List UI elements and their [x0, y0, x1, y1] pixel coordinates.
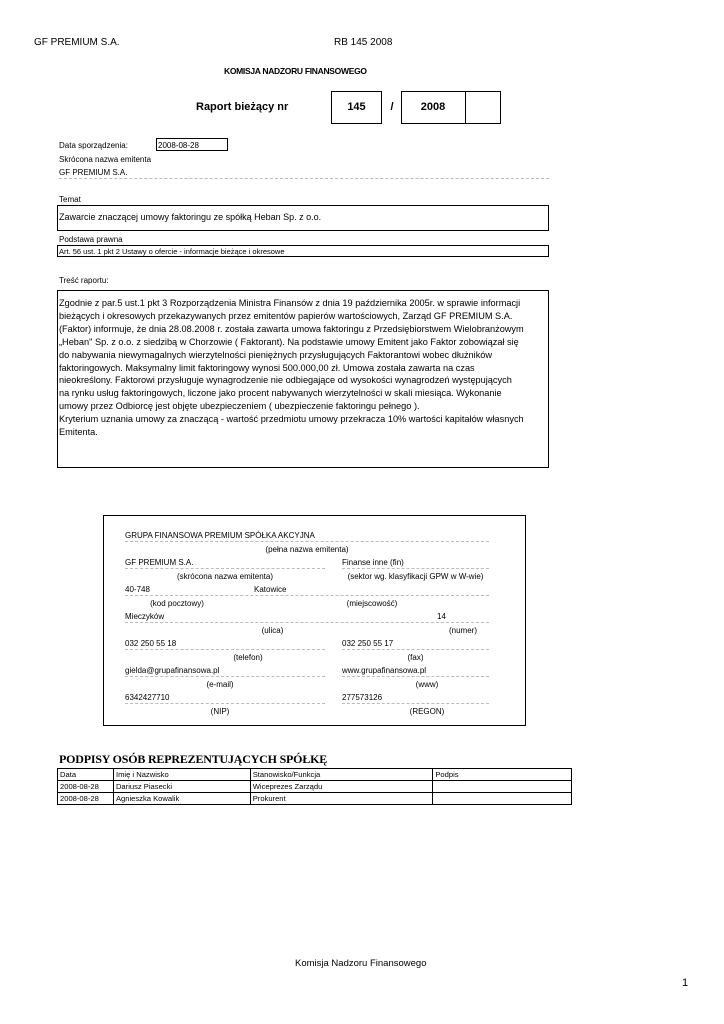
- column-header: Imię i Nazwisko: [113, 769, 250, 781]
- report-number: 145: [347, 101, 366, 113]
- issuer-phone: 032 250 55 18: [125, 639, 177, 648]
- issuer-street-caption: (ulica): [261, 626, 284, 635]
- issuer-regon: 277573126: [342, 693, 383, 702]
- header-report-ref: RB 145 2008: [334, 37, 393, 48]
- issuer-fax-caption: (fax): [407, 653, 424, 662]
- legal-basis-value: Art. 56 ust. 1 pkt 2 Ustawy o ofercie - informacje bieżące i okresowe: [59, 247, 285, 256]
- signature-date: 2008-08-28: [58, 793, 114, 805]
- issuer-line: [342, 703, 489, 704]
- issuer-sector-caption: (sektor wg. klasyfikacji GPW w W-wie): [347, 572, 484, 581]
- table-row: [58, 781, 572, 793]
- footer-text: Komisja Nadzoru Finansowego: [295, 958, 427, 969]
- issuer-email-caption: (e-mail): [206, 680, 234, 689]
- table-header-row: [58, 769, 572, 781]
- issuer-postal-code: 40-748: [125, 585, 150, 594]
- issuer-email: gielda@grupafinansowa.pl: [125, 666, 220, 675]
- report-label: Raport bieżący nr: [196, 101, 289, 113]
- legal-basis-label: Podstawa prawna: [59, 235, 123, 244]
- issuer-line: [125, 703, 325, 704]
- signature-position: Wiceprezes Zarządu: [250, 781, 433, 793]
- short-name-value: GF PREMIUM S.A.: [59, 168, 128, 177]
- issuer-phone-caption: (telefon): [233, 653, 263, 662]
- issuer-city-caption: (miejscowość): [346, 599, 398, 608]
- issuer-city: Katowice: [254, 585, 287, 594]
- issuer-line: [125, 541, 489, 542]
- column-header: Data: [58, 769, 114, 781]
- signature-date: 2008-08-28: [58, 781, 114, 793]
- content-label: Treść raportu:: [59, 276, 109, 285]
- issuer-full-name: GRUPA FINANSOWA PREMIUM SPÓŁKA AKCYJNA: [125, 531, 315, 540]
- issuer-sector: Finanse inne (fin): [342, 558, 404, 567]
- report-year: 2008: [420, 101, 446, 113]
- issuer-line: [125, 649, 325, 650]
- issuer-nip: 6342427710: [125, 693, 170, 702]
- issuer-number: 14: [437, 612, 446, 621]
- issuer-line: [125, 676, 325, 677]
- issuer-short-name-caption: (skrócona nazwa emitenta): [176, 572, 274, 581]
- date-label: Data sporządzenia:: [59, 141, 128, 150]
- commission-title: KOMISJA NADZORU FINANSOWEGO: [224, 66, 367, 76]
- report-slash: /: [390, 101, 394, 113]
- short-name-line: [59, 178, 549, 179]
- content-text: Zgodnie z par.5 ust.1 pkt 3 Rozporządzenia Ministra Finansów z dnia 19 października 2005r. w sprawie informacji bieżących i okresowych przekazywanych przez emitentów papierów wartościowych, Zarząd GF PREMIUM S.A. (Faktor) informuje, że dnia 28.08.2008 r. została zawarta umowa faktoringu z Przedsiębiorstwem Wielobranżowym „Heban" Sp. z o.o. z siedzibą w Chorzowie ( Faktorant). Na podstawie umowy Emitent jako Faktor zobowiązał się do nabywania niewymagalnych wierzytelności pieniężnych przysługujących Faktorantowi wobec dłużników faktoringowych. Maksymalny limit faktoringowy wynosi 500.000,00 zł. Umowa została zawarta na czas nieokreślony. Faktorowi przysługuje wynagrodzenie nie odbiegające od wysokości wynagrodzeń występujących na rynku usług faktoringowych, liczone jako procent nabywanych wierzytelności w skali miesiąca. Wykonanie umowy przez Odbiorcę jest objęte ubezpieczeniem ( ubezpieczenie faktoringu pełnego ). Kryterium uznania umowy za znaczącą - wartość przedmiotu umowy przekracza 10% wartości kapitałów własnych Emitenta.: [59, 298, 524, 438]
- issuer-regon-caption: (REGON): [409, 707, 445, 716]
- issuer-short-name: GF PREMIUM S.A.: [125, 558, 194, 567]
- issuer-line: [125, 622, 489, 623]
- report-year-divider: [465, 91, 466, 124]
- issuer-nip-caption: (NIP): [210, 707, 230, 716]
- issuer-line: [342, 649, 489, 650]
- column-header: Podpis: [433, 769, 572, 781]
- issuer-fax: 032 250 55 17: [342, 639, 394, 648]
- subject-label: Temat: [59, 195, 81, 204]
- header-company: GF PREMIUM S.A.: [34, 37, 120, 48]
- signature-cell: [433, 793, 572, 805]
- issuer-www: www.grupafinansowa.pl: [342, 666, 427, 675]
- subject-value: Zawarcie znaczącej umowy faktoringu ze spółką Heban Sp. z o.o.: [59, 212, 322, 222]
- issuer-www-caption: (www): [415, 680, 439, 689]
- issuer-line: [125, 568, 325, 569]
- page-number: 1: [682, 977, 689, 989]
- issuer-postal-code-caption: (kod pocztowy): [150, 599, 204, 608]
- issuer-line: [342, 676, 489, 677]
- short-name-label: Skrócona nazwa emitenta: [59, 155, 152, 164]
- signatures-table: [57, 768, 572, 805]
- table-row: [58, 793, 572, 805]
- issuer-line: [125, 595, 489, 596]
- issuer-full-name-caption: (pełna nazwa emitenta): [265, 545, 349, 554]
- signature-name: Dariusz Piasecki: [113, 781, 250, 793]
- date-value: 2008-08-28: [158, 141, 199, 150]
- signature-position: Prokurent: [250, 793, 433, 805]
- signature-cell: [433, 781, 572, 793]
- issuer-number-caption: (numer): [448, 626, 477, 635]
- issuer-line: [342, 568, 489, 569]
- signature-name: Agnieszka Kowalik: [113, 793, 250, 805]
- issuer-street: Mieczyków: [125, 612, 165, 621]
- signatures-heading: PODPISY OSÓB REPREZENTUJĄCYCH SPÓŁKĘ: [59, 752, 328, 766]
- column-header: Stanowisko/Funkcja: [250, 769, 433, 781]
